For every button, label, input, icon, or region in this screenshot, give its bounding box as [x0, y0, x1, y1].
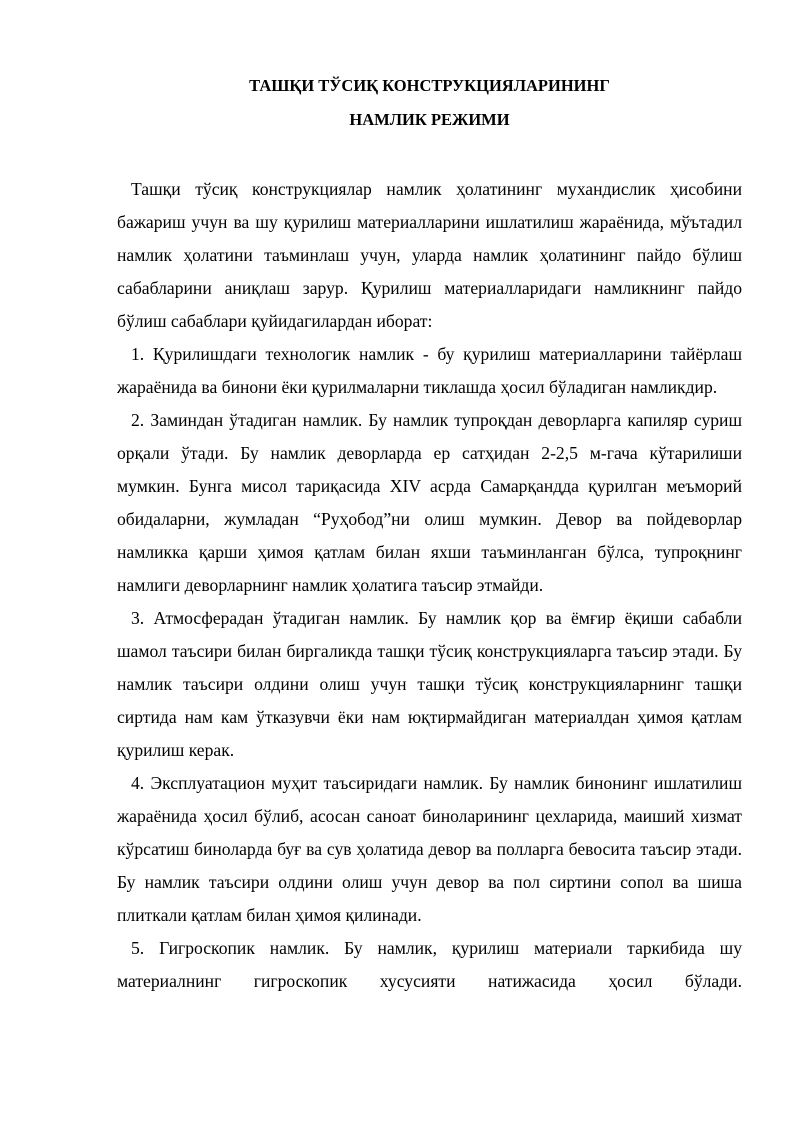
document-title-line-2: НАМЛИК РЕЖИМИ: [349, 110, 510, 129]
paragraph-technological-moisture: 1. Қурилишдаги технологик намлик - бу қурилиш материалларини тайёрлаш жараёнида ва бинони ёки қурилмаларни тиклашда ҳосил бўладиган намликдир.: [117, 344, 742, 397]
intro-paragraph: Ташқи тўсиқ конструкциялар намлик ҳолатининг мухандислик ҳисобини бажариш учун ва шу қурилиш материалларини ишлатилиш жараёнида, мўътадил намлик ҳолатини таъминлаш учун, уларда намлик ҳолатининг пайдо бўлиш сабабларини аниқлаш зарур. Қурилиш материалларидаги намликнинг пайдо бўлиш сабаблари қуйидагилардан иборат:: [117, 179, 742, 331]
paragraph-hygroscopic-moisture: 5. Гигроскопик намлик. Бу намлик, қурилиш материали таркибида шу материалнинг гигроскопик хусусияти натижасида ҳосил бўлади.: [117, 938, 742, 991]
paragraph-atmospheric-moisture: 3. Атмосферадан ўтадиган намлик. Бу намлик қор ва ёмғир ёқиши сабабли шамол таъсири билан биргаликда ташқи тўсиқ конструкцияларга таъсир этади. Бу намлик таъсири олдини олиш учун ташқи тўсиқ конструкцияларнинг ташқи сиртида нам кам ўтказувчи ёки нам юқтирмайдиган материалдан ҳимоя қатлам қурилиш керак.: [117, 608, 742, 760]
document-body: [117, 173, 742, 998]
paragraph-operational-moisture: 4. Эксплуатацион муҳит таъсиридаги намлик. Бу намлик бинонинг ишлатилиш жараёнида ҳосил бўлиб, асосан саноат биноларининг цехларида, маиший хизмат кўрсатиш биноларда буғ ва сув ҳолатида девор ва полларга бевосита таъсир этади. Бу намлик таъсири олдини олиш учун девор ва пол сиртини сопол ва шиша плиткали қатлам билан ҳимоя қилинади.: [117, 773, 742, 925]
paragraph-ground-moisture: 2. Заминдан ўтадиган намлик. Бу намлик тупроқдан деворларга капиляр суриш орқали ўтади. Бу намлик деворларда ер сатҳидан 2-2,5 м-гача кўтарилиши мумкин. Бунга мисол тариқасида XIV асрда Самарқандда қурилган меъморий обидаларни, жумладан “Руҳобод”ни олиш мумкин. Девор ва пойдеворлар намликка қарши ҳимоя қатлам билан яхши таъминланган бўлса, тупроқнинг намлиги деворларнинг намлик ҳолатига таъсир этмайди.: [117, 410, 742, 595]
document-title-line-1: ТАШҚИ ТЎСИҚ КОНСТРУКЦИЯЛАРИНИНГ: [249, 76, 610, 95]
